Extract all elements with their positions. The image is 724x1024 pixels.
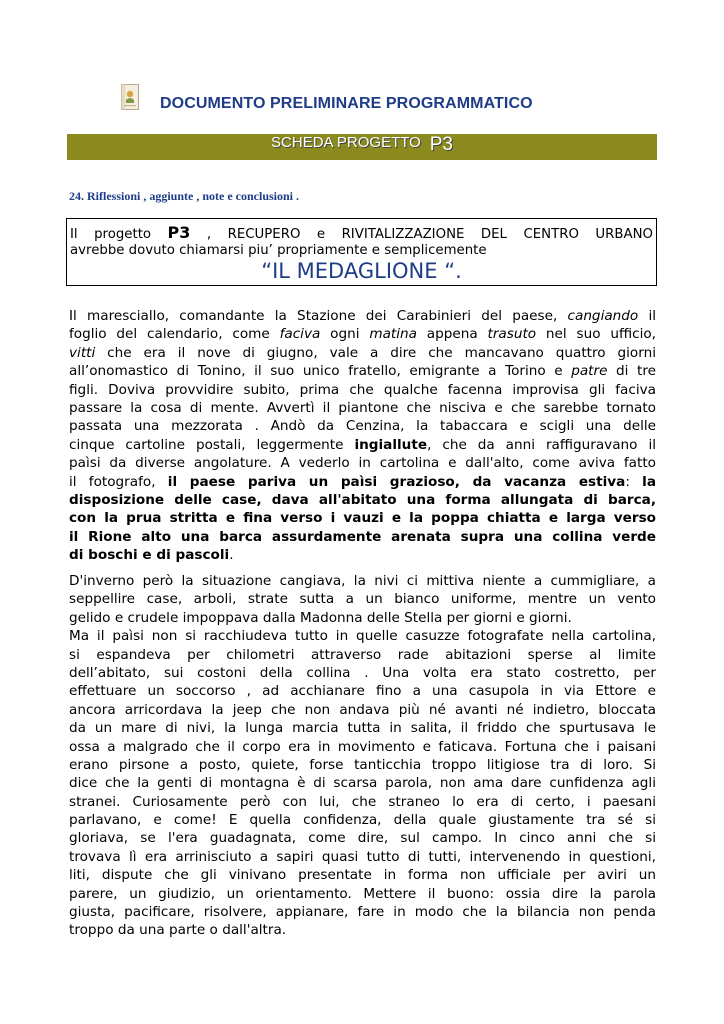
- text-line: dice che la genti di montagna è di scarsa parola, non ama dare cunfidenza agli: [69, 775, 656, 792]
- text-line: all’onomastico di Tonino, il suo unico fratello, emigrante a Torino e patre di tre: [69, 363, 656, 380]
- text-line: dell’abitato, sui costoni della collina . Una volta era stato costretto, per: [69, 664, 656, 681]
- box-line-2: avrebbe dovuto chiamarsi piu’ propriamente e semplicemente: [70, 243, 487, 258]
- box-medaglione-title: “IL MEDAGLIONE “.: [261, 259, 462, 283]
- banner-label: SCHEDA PROGETTO: [271, 134, 421, 151]
- text-line: erano pirsone a posto, quiete, forse tanticchia troppo litigiose tra di loro. Si: [69, 756, 656, 773]
- text-line: ossa a malgrado che il corpo era in movimento e faticava. Fortuna che i paisani: [69, 738, 656, 755]
- banner-code: P3: [429, 134, 453, 155]
- text-line: vitti che era il nove di giugno, vale a dire che mancavano quattro giorni: [69, 344, 656, 361]
- text-line: passare la cosa di mente. Avvertì il piantone che nisciva e che sarebbe tornato: [69, 399, 656, 416]
- text-line: Ma il paìsi non si racchiudeva tutto in quelle casuzze fotografate nella cartolina,: [69, 628, 656, 645]
- text-line: gelido e crudele impoppava dalla Madonna delle Stella per giorni e giorni.: [69, 609, 572, 626]
- text-line: Il maresciallo, comandante la Stazione dei Carabinieri del paese, cangiando il: [69, 308, 656, 324]
- text-line: disposizione delle case, dava all'abitato una forma allungata di barca,: [69, 491, 656, 508]
- box-project-code: P3: [167, 223, 191, 242]
- text-line: foglio del calendario, come faciva ogni matina appena trasuto nel suo ufficio,: [69, 326, 656, 343]
- box-line-1: Il progetto P3 , RECUPERO e RIVITALIZZAZIONE DEL CENTRO URBANO: [70, 223, 654, 242]
- section-heading: 24. Riflessioni , aggiunte , note e conclusioni .: [69, 189, 300, 203]
- banner-text: [67, 134, 657, 156]
- paragraph-2: [69, 572, 656, 940]
- text-line: ancora arricordava la jeep che non andava più né avanti né indietro, bloccata: [69, 701, 656, 718]
- text-line: seppellire case, arboli, strate sutta a un bianco uniforme, mentre un vento: [69, 591, 656, 608]
- text-line: gloriava, se l'era guadagnata, come dire, sul campo. In cinco anni che si: [69, 830, 656, 847]
- text-line: parlavano, e come! E quella confidenza, della quale giustamente tra sé si: [69, 812, 656, 829]
- text-line: figli. Doviva provvidire subito, prima che qualche facenna improvisa gli faciva: [69, 381, 656, 398]
- text-line: stranei. Curiosamente però con lui, che straneo lo era di certo, i paesani: [69, 793, 656, 810]
- text-line: troppo da una parte o dall'altra.: [69, 922, 287, 939]
- text-line: liti, dispute che gli vinivano presentate in forma non ufficiale per aviri un: [69, 867, 656, 884]
- text-line: giusta, pacificare, risolvere, appianare, fare in modo che la bilancia non penda: [69, 904, 656, 921]
- text-line: paìsi da diverse angolature. A vederlo in cartolina e dall'alto, come aviva fatto: [69, 455, 656, 472]
- text-line: D'inverno però la situazione cangiava, la nivi ci mittiva niente a cummigliare, a: [69, 573, 656, 589]
- text-line: trovava lì era arrinisciuto a sapiri quasi tutto di tutti, intervenendo in questioni,: [69, 848, 656, 865]
- document-logo-icon: [121, 84, 139, 110]
- document-title: DOCUMENTO PRELIMINARE PROGRAMMATICO: [160, 95, 533, 112]
- text-line: di boschi e di pascoli.: [69, 547, 234, 564]
- text-line: effettuare un soccorso , ad acchianare fino a una casupola in via Ettore e: [69, 683, 656, 700]
- text-line: il fotografo, il paese pariva un paìsi grazioso, da vacanza estiva: la: [69, 473, 656, 490]
- paragraph-1: [69, 307, 656, 564]
- text-line: parere, un giudizio, un orientamento. Mettere il buono: ossia dire la parola: [69, 885, 656, 902]
- text-line: passata una mezzorata . Andò da Cenzina, la tabaccara e scigli una delle: [69, 418, 656, 435]
- text-line: si espandeva per chilometri attraverso rade abitazioni sperse al limite: [69, 646, 656, 663]
- text-line: cinque cartoline postali, leggermente ingiallute, che da anni raffiguravano il: [69, 436, 656, 453]
- text-line: con la prua stritta e fina verso i vauzi e la poppa chiatta e larga verso: [69, 510, 656, 527]
- project-box: [66, 218, 657, 286]
- text-line: da un mare di nivi, la lunga marcia tutta in salita, il friddo che spurtusava le: [69, 720, 656, 737]
- scheda-banner: [67, 134, 657, 160]
- text-line: il Rione alto una barca assurdamente arenata supra una collina verde: [69, 528, 656, 545]
